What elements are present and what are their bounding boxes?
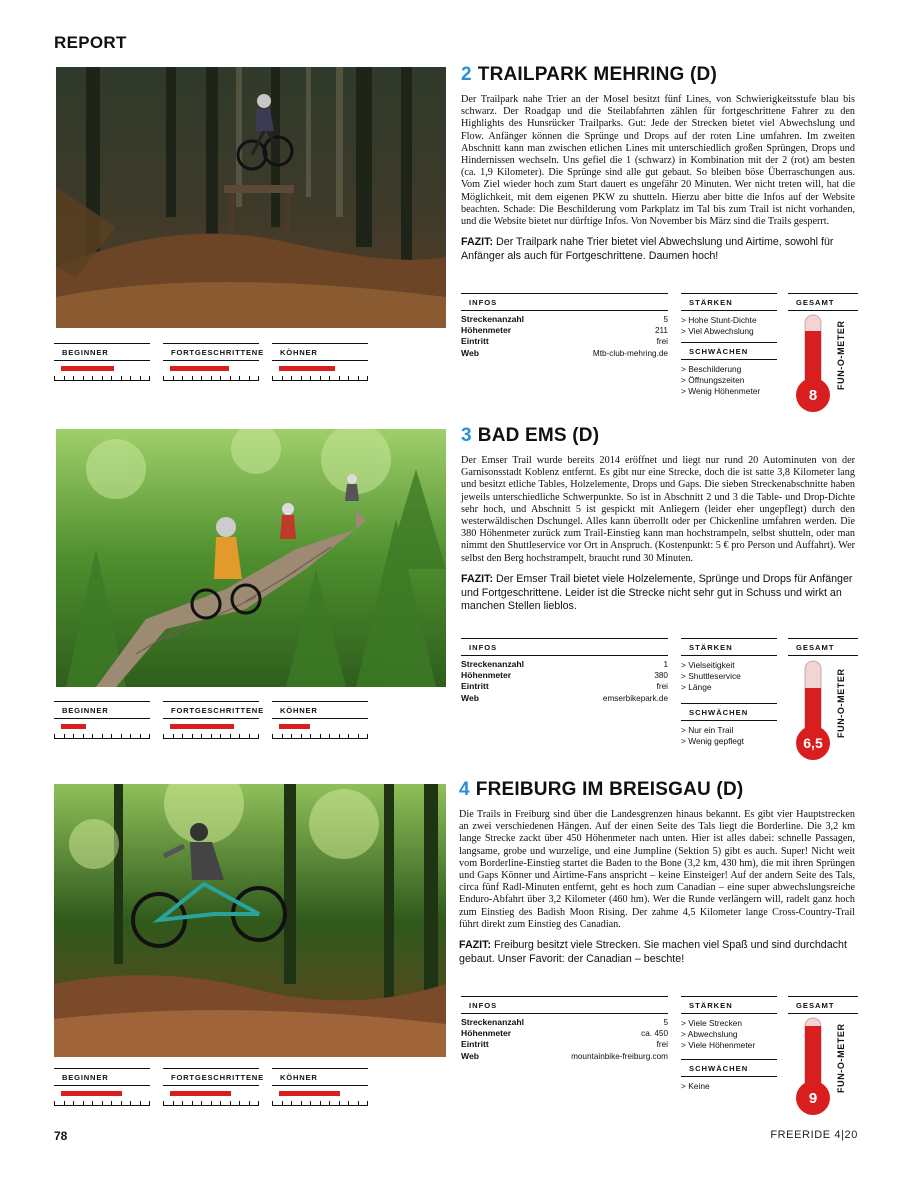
info-row xyxy=(461,348,668,359)
scale-tick xyxy=(230,376,231,380)
scale-tick xyxy=(182,1101,183,1105)
scale-tick xyxy=(102,734,103,738)
info-value: mountainbike-freiburg.com xyxy=(571,1051,668,1061)
level-advanced-label: FORTGESCHRITTENE xyxy=(163,343,259,361)
scale-tick xyxy=(329,1101,330,1105)
scale-tick xyxy=(64,376,65,380)
article-number: 3 xyxy=(461,425,472,446)
scale-tick xyxy=(64,734,65,738)
info-row xyxy=(461,693,668,704)
scale-tick xyxy=(173,376,174,380)
scale-tick xyxy=(258,734,259,738)
scale-tick xyxy=(367,376,368,380)
info-value: frei xyxy=(656,337,668,347)
level-bar xyxy=(170,366,229,371)
photo-trailpark-mehring xyxy=(56,67,446,328)
info-label: Höhenmeter xyxy=(461,325,512,336)
article-freiburg xyxy=(459,779,855,967)
info-value: 380 xyxy=(654,671,668,681)
article-body: Die Trails in Freiburg sind über die Landesgrenzen hinaus bekannt. Es gibt vier Hauptstrecken an zwei verschiedenen Hängen. Auf der einen Seite des Tals liegt die Borderline. Die 3,2 km lange Strecke zackt über 450 Höhenmeter nach unten. Hier ist alles dabei: schnelle Passagen, langsame, grobe und wurzelige, und eine Jumpline (Sektion 5) gibt es auch. Super! Nicht weit vom Borderline-Einstieg startet die Baden to the Bone (3,2 km, 430 hm), die mit ihren Sprüngen und Gaps Könner und Airtime-Fans anspricht – keine Einsteiger! Auf der andern Seite des Tals, circa fünf Radl-Minuten entfernt, geht es hoch zum Canadian – eine super abwechslungsreiche Enduro-Abfahrt über 3,2 Kilometer (460 hm). Wer die Runde verlängern will, radelt ganz hoch zum Einstieg des Badish Moon Rising. Der zahme 4,5 Kilometer lange Cross-Country-Trail führt direkt zum Einstieg des Canadian. xyxy=(459,809,855,930)
scale-tick xyxy=(173,734,174,738)
level-bar xyxy=(170,724,234,729)
scale-tick xyxy=(211,734,212,738)
fun-o-meter-label: FUN-O-METER xyxy=(836,1023,846,1093)
scale-tick xyxy=(140,376,141,380)
info-row xyxy=(461,681,668,692)
scale-tick xyxy=(358,1101,359,1105)
scale-tick xyxy=(358,376,359,380)
scale-tick xyxy=(291,1101,292,1105)
scale-tick xyxy=(121,376,122,380)
level-ticks xyxy=(272,732,368,739)
info-row xyxy=(461,659,668,670)
weaknesses-header: SCHWÄCHEN xyxy=(681,703,777,721)
scale-tick xyxy=(301,376,302,380)
article-title: TRAILPARK MEHRING (D) xyxy=(477,64,717,85)
scale-tick xyxy=(73,1101,74,1105)
strengths-header: STÄRKEN xyxy=(681,638,777,656)
scale-tick xyxy=(201,734,202,738)
scale-tick xyxy=(140,1101,141,1105)
strength-item: > Shuttleservice xyxy=(681,671,777,682)
level-bar xyxy=(61,724,86,729)
scale-tick xyxy=(230,1101,231,1105)
level-advanced xyxy=(163,343,264,381)
strength-item: > Abwechslung xyxy=(681,1029,777,1040)
scale-tick xyxy=(239,376,240,380)
photo-freiburg xyxy=(54,784,446,1057)
fazit-text: Der Emser Trail bietet viele Holzelemente, Sprünge und Drops für Anfänger und Fortgeschrittene. Leider ist die Strecke nicht sehr gut in Schuss und wirkt an manchen Stellen lieblos. xyxy=(461,572,853,613)
scale-tick xyxy=(130,1101,131,1105)
info-label: Web xyxy=(461,1050,479,1061)
level-ticks xyxy=(272,374,368,381)
info-value: frei xyxy=(656,682,668,692)
scale-tick xyxy=(272,1101,273,1105)
article-heading xyxy=(461,425,855,447)
article-heading xyxy=(459,779,855,801)
weaknesses-box xyxy=(681,342,777,397)
strengths-box xyxy=(681,996,777,1051)
scale-tick xyxy=(173,1101,174,1105)
strength-item: > Viele Höhenmeter xyxy=(681,1040,777,1051)
strengths-header: STÄRKEN xyxy=(681,293,777,311)
weakness-item: > Öffnungszeiten xyxy=(681,375,777,386)
scale-tick xyxy=(329,734,330,738)
info-label: Höhenmeter xyxy=(461,1028,512,1039)
level-beginner xyxy=(54,1068,150,1106)
scale-tick xyxy=(239,1101,240,1105)
weaknesses-box xyxy=(681,1059,777,1092)
scale-tick xyxy=(272,734,273,738)
scale-tick xyxy=(201,1101,202,1105)
overall-header: GESAMT xyxy=(788,293,858,311)
scale-tick xyxy=(291,376,292,380)
fazit-label: FAZIT: xyxy=(461,236,494,249)
scale-tick xyxy=(339,1101,340,1105)
article-number: 2 xyxy=(461,64,472,85)
info-label: Web xyxy=(461,347,479,358)
fazit-text: Der Trailpark nahe Trier bietet viel Abwechslung und Airtime, sowohl für Anfänger als auch für Fortgeschrittene. Daumen hoch! xyxy=(461,236,834,263)
scale-tick xyxy=(54,1101,55,1105)
scale-tick xyxy=(149,1101,150,1105)
weakness-item: > Keine xyxy=(681,1081,777,1092)
info-label: Web xyxy=(461,692,479,703)
info-row xyxy=(461,1028,668,1039)
info-header: INFOS xyxy=(461,638,668,656)
scale-tick xyxy=(249,376,250,380)
scale-tick xyxy=(258,376,259,380)
level-expert-label: KÖHNER xyxy=(272,343,368,361)
level-expert xyxy=(272,1068,368,1106)
score-badge: 9 xyxy=(796,1081,830,1115)
weakness-item: > Nur ein Trail xyxy=(681,725,777,736)
info-row xyxy=(461,336,668,347)
level-beginner-label: BEGINNER xyxy=(54,1068,150,1086)
weaknesses-header: SCHWÄCHEN xyxy=(681,1059,777,1077)
fun-o-meter-label: FUN-O-METER xyxy=(836,668,846,738)
fun-o-meter-label: FUN-O-METER xyxy=(836,320,846,390)
level-bar xyxy=(279,1091,340,1096)
level-expert xyxy=(272,701,368,739)
magazine-issue: FREERIDE 4|20 xyxy=(770,1129,858,1141)
score-badge: 8 xyxy=(796,378,830,412)
level-bar xyxy=(61,366,114,371)
strengths-box xyxy=(681,638,777,693)
article-fazit xyxy=(461,573,855,614)
fazit-label: FAZIT: xyxy=(459,939,492,952)
scale-tick xyxy=(320,376,321,380)
scale-tick xyxy=(211,1101,212,1105)
info-table xyxy=(461,293,668,359)
info-value: ca. 450 xyxy=(641,1029,668,1039)
level-ticks xyxy=(163,1099,259,1106)
info-value: Mtb-club-mehring.de xyxy=(592,348,668,358)
scale-tick xyxy=(64,1101,65,1105)
level-ticks xyxy=(54,1099,150,1106)
level-beginner xyxy=(54,343,150,381)
scale-tick xyxy=(111,734,112,738)
scale-tick xyxy=(73,376,74,380)
strengths-header: STÄRKEN xyxy=(681,996,777,1014)
overall-rating xyxy=(788,996,858,1014)
scale-tick xyxy=(130,376,131,380)
level-ticks xyxy=(163,374,259,381)
scale-tick xyxy=(220,1101,221,1105)
scale-tick xyxy=(102,1101,103,1105)
level-ticks xyxy=(163,732,259,739)
scale-tick xyxy=(272,376,273,380)
article-number: 4 xyxy=(459,779,470,800)
weakness-item: > Wenig gepflegt xyxy=(681,736,777,747)
info-row xyxy=(461,1017,668,1028)
section-label: REPORT xyxy=(54,33,127,52)
scale-tick xyxy=(301,734,302,738)
info-row xyxy=(461,314,668,325)
scale-tick xyxy=(339,376,340,380)
strength-item: > Viel Abwechslung xyxy=(681,326,777,337)
scale-tick xyxy=(54,376,55,380)
weakness-item: > Beschilderung xyxy=(681,364,777,375)
scale-tick xyxy=(348,1101,349,1105)
article-body: Der Trailpark nahe Trier an der Mosel besitzt fünf Lines, von Schwierigkeitsstufe blau bis schwarz. Der Roadgap und die Steilabfahrten zählen für fortgeschrittene Fahrer zu den Highlights des Hunsrücker Trailparks. Gut: Jede der Strecken bietet viel Abwechslung und Flow. Anfänger können die Sprünge und Drops auf der roten Line umfahren. Im zweiten Abschnitt kann man zwischen etlichen Lines mit unterschiedlich großen Sprüngen, Drops und Hindernissen wechseln. Uns gefiel die 1 (schwarz) in Kombination mit der 2 (rot) am besten (ca. 1,9 Kilometer). Die Sprünge sind alle gut gebaut. So bleiben böse Überraschungen aus. Vom Ziel wieder hoch zum Start dauert es ungefähr 20 Minuten. Wer nicht treten will, hat die Möglichkeit, mit dem eigenen PKW zu shutteln. Hierzu aber bitte die Infos auf der Website beachten. Schade: Die Beschilderung vom Parkplatz im Tal bis zum Trail ist nicht vorhanden, und die Website bietet nur dürftige Infos. Von November bis März sind die Trails gesperrt. xyxy=(461,94,855,228)
info-label: Eintritt xyxy=(461,1039,489,1050)
article-trailpark-mehring xyxy=(461,64,855,264)
scale-tick xyxy=(249,734,250,738)
level-expert-label: KÖHNER xyxy=(272,701,368,719)
scale-tick xyxy=(291,734,292,738)
strengths-box xyxy=(681,293,777,337)
level-expert-label: KÖHNER xyxy=(272,1068,368,1086)
scale-tick xyxy=(102,376,103,380)
article-title: FREIBURG IM BREISGAU (D) xyxy=(475,779,744,800)
info-value: 1 xyxy=(663,660,668,669)
level-beginner-label: BEGINNER xyxy=(54,701,150,719)
scale-tick xyxy=(92,376,93,380)
scale-tick xyxy=(149,734,150,738)
info-value: emserbikepark.de xyxy=(602,693,668,703)
scale-tick xyxy=(83,1101,84,1105)
strength-item: > Viele Strecken xyxy=(681,1018,777,1029)
info-header: INFOS xyxy=(461,293,668,311)
scale-tick xyxy=(282,1101,283,1105)
info-table xyxy=(461,996,668,1062)
scale-tick xyxy=(367,734,368,738)
scale-tick xyxy=(163,1101,164,1105)
level-advanced-label: FORTGESCHRITTENE xyxy=(163,701,259,719)
scale-tick xyxy=(73,734,74,738)
scale-tick xyxy=(130,734,131,738)
scale-tick xyxy=(111,376,112,380)
scale-tick xyxy=(92,734,93,738)
info-row xyxy=(461,325,668,336)
weaknesses-header: SCHWÄCHEN xyxy=(681,342,777,360)
level-beginner-label: BEGINNER xyxy=(54,343,150,361)
strength-item: > Hohe Stunt-Dichte xyxy=(681,315,777,326)
weakness-item: > Wenig Höhenmeter xyxy=(681,386,777,397)
scale-tick xyxy=(239,734,240,738)
scale-tick xyxy=(92,1101,93,1105)
info-label: Streckenanzahl xyxy=(461,659,525,669)
scale-tick xyxy=(182,734,183,738)
scale-tick xyxy=(163,734,164,738)
scale-tick xyxy=(192,734,193,738)
strength-item: > Vielseitigkeit xyxy=(681,660,777,671)
info-row xyxy=(461,670,668,681)
level-bar xyxy=(279,366,335,371)
article-fazit xyxy=(459,939,855,967)
scale-tick xyxy=(83,734,84,738)
info-value: 211 xyxy=(654,326,668,336)
info-label: Eintritt xyxy=(461,681,489,692)
scale-tick xyxy=(192,1101,193,1105)
scale-tick xyxy=(182,376,183,380)
scale-tick xyxy=(83,376,84,380)
scale-tick xyxy=(163,376,164,380)
scale-tick xyxy=(320,734,321,738)
page-number: 78 xyxy=(54,1129,68,1143)
article-title: BAD EMS (D) xyxy=(477,425,600,446)
info-label: Streckenanzahl xyxy=(461,314,525,324)
scale-tick xyxy=(310,376,311,380)
info-header: INFOS xyxy=(461,996,668,1014)
info-row xyxy=(461,1051,668,1062)
info-row xyxy=(461,1039,668,1050)
scale-tick xyxy=(348,376,349,380)
scale-tick xyxy=(211,376,212,380)
scale-tick xyxy=(249,1101,250,1105)
scale-tick xyxy=(258,1101,259,1105)
scale-tick xyxy=(282,734,283,738)
level-bar xyxy=(279,724,310,729)
article-heading xyxy=(461,64,855,86)
scale-tick xyxy=(149,376,150,380)
level-ticks xyxy=(54,732,150,739)
overall-rating xyxy=(788,293,858,311)
info-label: Streckenanzahl xyxy=(461,1017,525,1027)
level-beginner xyxy=(54,701,150,739)
level-expert xyxy=(272,343,368,381)
level-advanced-label: FORTGESCHRITTENE xyxy=(163,1068,259,1086)
scale-tick xyxy=(320,1101,321,1105)
article-fazit xyxy=(461,236,855,264)
scale-tick xyxy=(230,734,231,738)
scale-tick xyxy=(310,1101,311,1105)
scale-tick xyxy=(220,376,221,380)
scale-tick xyxy=(111,1101,112,1105)
scale-tick xyxy=(348,734,349,738)
article-body: Der Emser Trail wurde bereits 2014 eröffnet und liegt nur rund 20 Autominuten von der Garnisonsstadt Koblenz entfernt. Es gibt nur eine Strecke, doch die ist satte 3,8 Kilometer lang und besitzt etliche Tables, Holzelemente, Drops und Gaps. Die sieben Streckenabschnitte haben jeweils unterschiedliche Schwerpunkte. So ist in Abschnitt 2 und 3 die Table- und Drop-Dichte sehr hoch, und Abschnitt 5 ist gespickt mit Anliegern (leider eher ungepflegt) durch den westerwäldischen Dschungel. Alles kann überrollt oder per Chickenline umfahren werden. Die 380 Höhenmeter zurück zum Trail-Einstieg kann man hochstrampeln, selbst shutteln, oder man nimmt den Shuttleservice vor Ort in Anspruch. (Kostenpunkt: 5 € pro Person und Auffahrt). Wer selbst den Berg hochstrampelt, braucht rund 30 Minuten. xyxy=(461,455,855,564)
scale-tick xyxy=(121,1101,122,1105)
level-bar xyxy=(170,1091,231,1096)
scale-tick xyxy=(367,1101,368,1105)
level-ticks xyxy=(272,1099,368,1106)
scale-tick xyxy=(310,734,311,738)
level-advanced xyxy=(163,701,264,739)
scale-tick xyxy=(140,734,141,738)
level-advanced xyxy=(163,1068,264,1106)
scale-tick xyxy=(121,734,122,738)
level-bar xyxy=(61,1091,122,1096)
scale-tick xyxy=(201,376,202,380)
weaknesses-box xyxy=(681,703,777,747)
overall-header: GESAMT xyxy=(788,638,858,656)
info-table xyxy=(461,638,668,704)
score-badge: 6,5 xyxy=(796,726,830,760)
level-ticks xyxy=(54,374,150,381)
scale-tick xyxy=(358,734,359,738)
overall-rating xyxy=(788,638,858,656)
strength-item: > Länge xyxy=(681,682,777,693)
scale-tick xyxy=(282,376,283,380)
scale-tick xyxy=(301,1101,302,1105)
scale-tick xyxy=(329,376,330,380)
article-bad-ems xyxy=(461,425,855,614)
scale-tick xyxy=(192,376,193,380)
info-value: 5 xyxy=(663,1018,668,1027)
info-value: 5 xyxy=(663,315,668,324)
fazit-label: FAZIT: xyxy=(461,572,494,585)
info-label: Höhenmeter xyxy=(461,670,512,681)
photo-bad-ems xyxy=(56,429,446,687)
scale-tick xyxy=(220,734,221,738)
info-label: Eintritt xyxy=(461,336,489,347)
overall-header: GESAMT xyxy=(788,996,858,1014)
scale-tick xyxy=(54,734,55,738)
info-value: frei xyxy=(656,1040,668,1050)
fazit-text: Freiburg besitzt viele Strecken. Sie machen viel Spaß und sind durchdacht gebaut. Unser Favorit: der Canadian – beschte! xyxy=(459,939,847,965)
scale-tick xyxy=(339,734,340,738)
